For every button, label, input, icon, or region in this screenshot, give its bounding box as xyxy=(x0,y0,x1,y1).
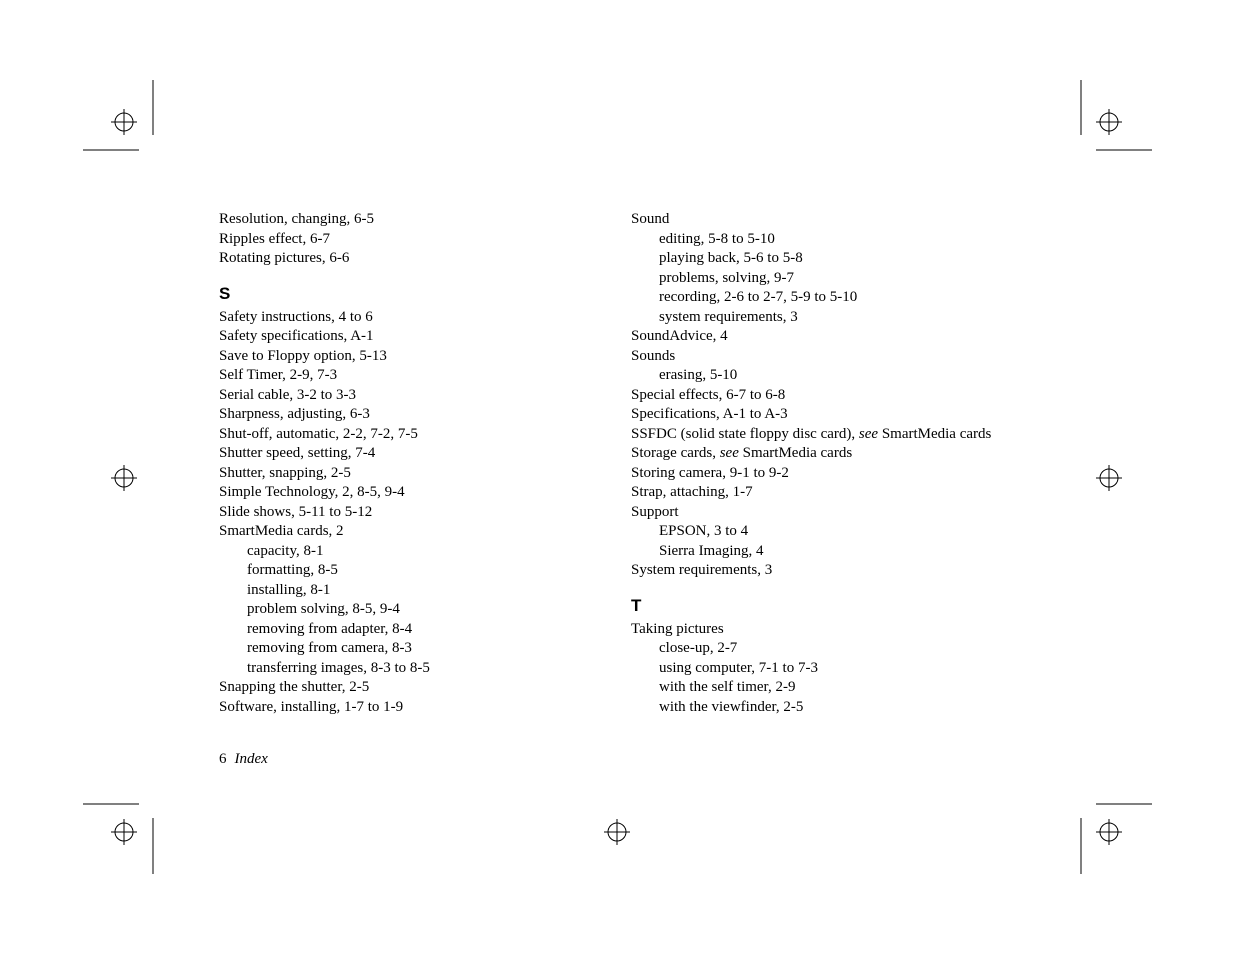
index-entry: SoundAdvice, 4 xyxy=(631,328,728,344)
index-entry: Self Timer, 2-9, 7-3 xyxy=(219,367,338,383)
index-section-letter: S xyxy=(219,283,231,303)
index-subentry: formatting, 8-5 xyxy=(247,562,338,578)
section-name: Index xyxy=(234,751,268,767)
index-entry: Simple Technology, 2, 8-5, 9-4 xyxy=(219,484,405,500)
index-subentry: removing from adapter, 8-4 xyxy=(247,620,413,637)
index-subentry: transferring images, 8-3 to 8-5 xyxy=(247,659,430,676)
index-entry: Snapping the shutter, 2-5 xyxy=(219,679,370,695)
index-subentry: close-up, 2-7 xyxy=(659,640,738,656)
index-entry: Software, installing, 1-7 to 1-9 xyxy=(219,698,404,715)
see-reference: see xyxy=(719,445,739,461)
index-subentry: recording, 2-6 to 2-7, 5-9 to 5-10 xyxy=(659,289,858,305)
index-entry: Sharpness, adjusting, 6-3 xyxy=(219,406,370,422)
index-entry: Sounds xyxy=(631,347,676,364)
index-entry: Shut-off, automatic, 2-2, 7-2, 7-5 xyxy=(219,425,418,442)
index-subentry: problem solving, 8-5, 9-4 xyxy=(247,601,400,617)
index-entry: System requirements, 3 xyxy=(631,562,773,578)
entry-text: SSFDC (solid state floppy disc card), xyxy=(631,425,859,442)
index-subentry: installing, 8-1 xyxy=(247,581,331,598)
index-subentry: capacity, 8-1 xyxy=(247,542,324,559)
index-entry: Serial cable, 3-2 to 3-3 xyxy=(219,386,357,403)
index-entry: Safety specifications, A-1 xyxy=(219,328,374,344)
page-number: 6 xyxy=(219,751,227,767)
index-entry xyxy=(631,444,1051,464)
index-column-left xyxy=(219,210,599,717)
index-entry: Shutter speed, setting, 7-4 xyxy=(219,445,376,461)
index-entry: Sound xyxy=(631,211,670,227)
index-entry: Taking pictures xyxy=(631,620,724,637)
index-column-right xyxy=(631,210,1051,717)
index-entry: Special effects, 6-7 to 6-8 xyxy=(631,386,786,403)
index-subentry: erasing, 5-10 xyxy=(659,367,738,383)
index-subentry: problems, solving, 9-7 xyxy=(659,269,794,286)
index-subentry: with the viewfinder, 2-5 xyxy=(659,698,804,715)
index-entry: Support xyxy=(631,503,679,520)
index-entry: Safety instructions, 4 to 6 xyxy=(219,308,373,325)
index-entry: Resolution, changing, 6-5 xyxy=(219,211,374,227)
index-subentry: removing from camera, 8-3 xyxy=(247,640,412,656)
index-entry xyxy=(631,425,1051,445)
index-section-letter: T xyxy=(631,595,642,615)
index-entry: SmartMedia cards, 2 xyxy=(219,523,344,539)
index-entry: Save to Floppy option, 5-13 xyxy=(219,347,387,364)
index-entry: Rotating pictures, 6-6 xyxy=(219,250,350,266)
page-footer xyxy=(219,749,268,769)
index-subentry: Sierra Imaging, 4 xyxy=(659,542,764,559)
index-entry: Storing camera, 9-1 to 9-2 xyxy=(631,464,789,481)
index-subentry: playing back, 5-6 to 5-8 xyxy=(659,250,803,266)
index-subentry: EPSON, 3 to 4 xyxy=(659,523,749,539)
index-subentry: with the self timer, 2-9 xyxy=(659,679,796,695)
index-entry: Ripples effect, 6-7 xyxy=(219,230,330,247)
index-entry: Slide shows, 5-11 to 5-12 xyxy=(219,503,373,520)
index-entry: Strap, attaching, 1-7 xyxy=(631,484,753,500)
index-subentry: system requirements, 3 xyxy=(659,308,798,325)
see-reference: see xyxy=(858,425,879,442)
index-subentry: using computer, 7-1 to 7-3 xyxy=(659,659,818,676)
index-subentry: editing, 5-8 to 5-10 xyxy=(659,230,775,247)
index-entry: Shutter, snapping, 2-5 xyxy=(219,464,351,481)
entry-target: SmartMedia cards xyxy=(878,425,992,442)
entry-target: SmartMedia cards xyxy=(738,445,853,461)
index-entry: Specifications, A-1 to A-3 xyxy=(631,406,788,422)
entry-text: Storage cards, xyxy=(631,445,720,461)
